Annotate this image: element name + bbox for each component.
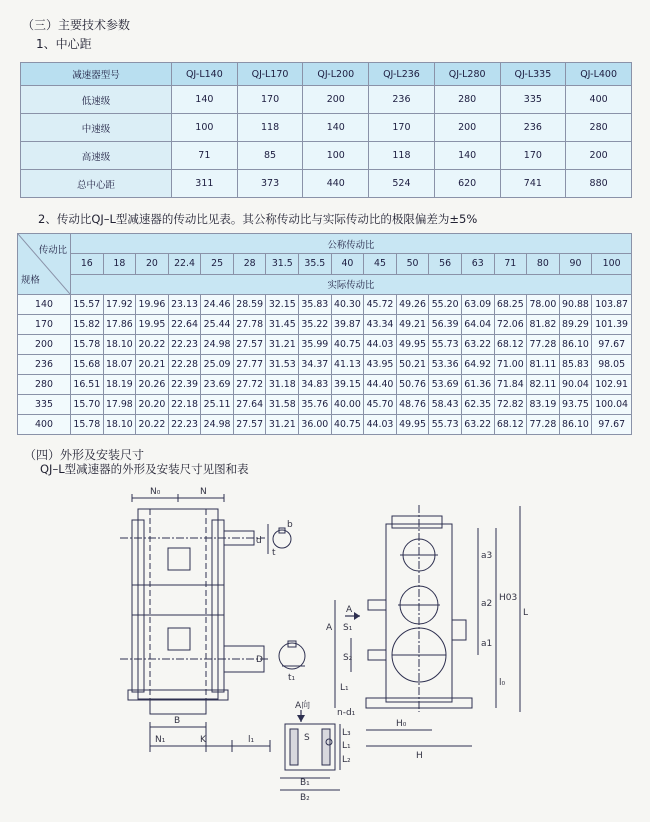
ratio-value-cell: 35.22 — [299, 315, 332, 335]
ratio-value-cell: 24.98 — [201, 415, 234, 435]
ratio-value-cell: 27.57 — [233, 415, 266, 435]
spec-cell: 140 — [18, 295, 71, 315]
model-cell: QJ-L280 — [434, 63, 500, 86]
ratio-value-cell: 58.43 — [429, 395, 462, 415]
ratio-value-cell: 35.83 — [299, 295, 332, 315]
ratio-value-cell: 22.23 — [168, 335, 201, 355]
ratio-value-cell: 20.22 — [136, 415, 169, 435]
value-cell: 280 — [434, 86, 500, 114]
ratio-header-cell: 22.4 — [168, 254, 201, 274]
ratio-value-cell: 90.04 — [559, 375, 592, 395]
ratio-value-cell: 41.13 — [331, 355, 364, 375]
ratio-value-cell: 32.15 — [266, 295, 299, 315]
ratio-value-cell: 15.68 — [71, 355, 104, 375]
label-a-arrow: A — [346, 605, 353, 615]
ratio-header-cell: 100 — [592, 254, 632, 274]
label-l1: l₁ — [248, 735, 255, 745]
value-cell: 524 — [369, 170, 435, 198]
label-B: B — [174, 716, 181, 726]
ratio-value-cell: 68.12 — [494, 415, 527, 435]
ratio-value-cell: 23.13 — [168, 295, 201, 315]
label-d: d — [256, 536, 262, 546]
label-a2: a2 — [481, 599, 493, 609]
ratio-value-cell: 23.69 — [201, 375, 234, 395]
ratio-value-cell: 82.11 — [527, 375, 560, 395]
value-cell: 118 — [237, 114, 303, 142]
ratio-value-cell: 55.73 — [429, 415, 462, 435]
ratio-value-cell: 27.72 — [233, 375, 266, 395]
label-B1: B₁ — [300, 778, 310, 788]
ratio-value-cell: 71.00 — [494, 355, 527, 375]
value-cell: 741 — [500, 170, 566, 198]
ratio-header-cell: 50 — [396, 254, 429, 274]
ratio-value-cell: 15.78 — [71, 335, 104, 355]
value-cell: 170 — [500, 142, 566, 170]
ratio-value-cell: 49.95 — [396, 415, 429, 435]
label-L1-right: L₁ — [340, 683, 349, 693]
value-cell: 200 — [566, 142, 632, 170]
ratio-value-cell: 45.70 — [364, 395, 397, 415]
ratio-value-cell: 102.91 — [592, 375, 632, 395]
ratio-header-cell: 40 — [331, 254, 364, 274]
ratio-value-cell: 22.23 — [168, 415, 201, 435]
ratio-value-cell: 43.34 — [364, 315, 397, 335]
ratio-value-cell: 72.82 — [494, 395, 527, 415]
value-cell: 373 — [237, 170, 303, 198]
ratio-value-cell: 27.57 — [233, 335, 266, 355]
ratio-value-cell: 101.39 — [592, 315, 632, 335]
corner-bottom-label: 规格 — [21, 275, 40, 286]
ratio-value-cell: 49.26 — [396, 295, 429, 315]
ratio-value-cell: 63.09 — [461, 295, 494, 315]
ratio-value-cell: 83.19 — [527, 395, 560, 415]
ratio-value-cell: 50.21 — [396, 355, 429, 375]
ratio-value-cell: 31.21 — [266, 335, 299, 355]
ratio-value-cell: 55.73 — [429, 335, 462, 355]
ratio-value-cell: 39.15 — [331, 375, 364, 395]
value-cell: 170 — [237, 86, 303, 114]
row-label: 中速级 — [21, 114, 172, 142]
value-cell: 71 — [172, 142, 238, 170]
label-h03: H03 — [499, 593, 518, 603]
label-b: b — [287, 520, 293, 530]
ratio-value-cell: 100.04 — [592, 395, 632, 415]
ratio-header-cell: 31.5 — [266, 254, 299, 274]
model-cell: QJ-L200 — [303, 63, 369, 86]
ratio-value-cell: 72.06 — [494, 315, 527, 335]
spec-cell: 236 — [18, 355, 71, 375]
row-label: 低速级 — [21, 86, 172, 114]
section3-title: （三）主要技术参数 — [22, 18, 131, 32]
value-cell: 311 — [172, 170, 238, 198]
ratio-header-cell: 18 — [103, 254, 136, 274]
ratio-value-cell: 20.22 — [136, 335, 169, 355]
ratio-value-cell: 68.12 — [494, 335, 527, 355]
spec-cell: 200 — [18, 335, 71, 355]
ratio-value-cell: 34.83 — [299, 375, 332, 395]
ratio-value-cell: 45.72 — [364, 295, 397, 315]
ratio-value-cell: 15.78 — [71, 415, 104, 435]
value-cell: 140 — [434, 142, 500, 170]
ratio-value-cell: 35.99 — [299, 335, 332, 355]
ratio-value-cell: 97.67 — [592, 335, 632, 355]
ratio-header-cell: 45 — [364, 254, 397, 274]
ratio-value-cell: 20.26 — [136, 375, 169, 395]
label-L3: L₃ — [342, 728, 351, 738]
ratio-header-cell: 20 — [136, 254, 169, 274]
ratio-value-cell: 18.10 — [103, 415, 136, 435]
ratio-value-cell: 31.53 — [266, 355, 299, 375]
ratio-value-cell: 63.22 — [461, 415, 494, 435]
ratio-value-cell: 85.83 — [559, 355, 592, 375]
ratio-value-cell: 77.28 — [527, 415, 560, 435]
ratio-value-cell: 15.57 — [71, 295, 104, 315]
row-label: 总中心距 — [21, 170, 172, 198]
value-cell: 880 — [566, 170, 632, 198]
ratio-value-cell: 61.36 — [461, 375, 494, 395]
model-cell: QJ-L236 — [369, 63, 435, 86]
ratio-value-cell: 34.37 — [299, 355, 332, 375]
value-cell: 100 — [172, 114, 238, 142]
ratio-value-cell: 15.70 — [71, 395, 104, 415]
ratio-value-cell: 25.09 — [201, 355, 234, 375]
ratio-value-cell: 31.18 — [266, 375, 299, 395]
label-S: S — [304, 733, 310, 743]
section4-subtitle: QJ–L型减速器的外形及安装尺寸见图和表 — [40, 462, 249, 476]
model-cell: QJ-L140 — [172, 63, 238, 86]
label-a1: a1 — [481, 639, 493, 649]
value-cell: 140 — [303, 114, 369, 142]
ratio-value-cell: 40.75 — [331, 335, 364, 355]
ratio-value-cell: 18.19 — [103, 375, 136, 395]
value-cell: 85 — [237, 142, 303, 170]
value-cell: 236 — [369, 86, 435, 114]
label-l0: l₀ — [499, 678, 506, 688]
ratio-value-cell: 44.03 — [364, 415, 397, 435]
ratio-header-cell: 35.5 — [299, 254, 332, 274]
ratio-value-cell: 17.86 — [103, 315, 136, 335]
value-cell: 118 — [369, 142, 435, 170]
model-cell: QJ-L400 — [566, 63, 632, 86]
ratio-value-cell: 53.36 — [429, 355, 462, 375]
ratio-value-cell: 31.58 — [266, 395, 299, 415]
sub2-title: 2、传动比QJ–L型减速器的传动比见表。其公称传动比与实际传动比的极限偏差为±5% — [38, 212, 478, 226]
ratio-value-cell: 40.30 — [331, 295, 364, 315]
ratio-value-cell: 25.44 — [201, 315, 234, 335]
ratio-value-cell: 25.11 — [201, 395, 234, 415]
ratio-value-cell: 55.20 — [429, 295, 462, 315]
label-H: H — [416, 751, 423, 761]
ratio-value-cell: 98.05 — [592, 355, 632, 375]
label-t1: t₁ — [288, 673, 296, 683]
ratio-value-cell: 64.04 — [461, 315, 494, 335]
value-cell: 140 — [172, 86, 238, 114]
spec-cell: 400 — [18, 415, 71, 435]
ratio-value-cell: 15.82 — [71, 315, 104, 335]
ratio-value-cell: 50.76 — [396, 375, 429, 395]
ratio-value-cell: 27.77 — [233, 355, 266, 375]
ratio-value-cell: 43.95 — [364, 355, 397, 375]
ratio-value-cell: 64.92 — [461, 355, 494, 375]
ratio-header-cell: 90 — [559, 254, 592, 274]
ratio-header-cell: 71 — [494, 254, 527, 274]
ratio-value-cell: 19.95 — [136, 315, 169, 335]
ratio-value-cell: 49.21 — [396, 315, 429, 335]
value-cell: 620 — [434, 170, 500, 198]
ratio-value-cell: 89.29 — [559, 315, 592, 335]
ratio-value-cell: 48.76 — [396, 395, 429, 415]
ratio-value-cell: 17.92 — [103, 295, 136, 315]
ratio-value-cell: 28.59 — [233, 295, 266, 315]
label-S1: S₁ — [343, 623, 353, 633]
ratio-value-cell: 77.28 — [527, 335, 560, 355]
corner-top-label: 传动比 — [38, 245, 67, 256]
ratio-value-cell: 20.21 — [136, 355, 169, 375]
ratio-value-cell: 63.22 — [461, 335, 494, 355]
ratio-value-cell: 97.67 — [592, 415, 632, 435]
value-cell: 100 — [303, 142, 369, 170]
label-H0: H₀ — [396, 719, 407, 729]
label-A: A — [326, 623, 333, 633]
value-cell: 440 — [303, 170, 369, 198]
ratio-value-cell: 39.87 — [331, 315, 364, 335]
ratio-value-cell: 27.64 — [233, 395, 266, 415]
ratio-header-cell: 25 — [201, 254, 234, 274]
label-D: D — [256, 655, 263, 665]
ratio-value-cell: 16.51 — [71, 375, 104, 395]
ratio-value-cell: 93.75 — [559, 395, 592, 415]
ratio-value-cell: 31.45 — [266, 315, 299, 335]
ratio-value-cell: 18.10 — [103, 335, 136, 355]
ratio-value-cell: 24.98 — [201, 335, 234, 355]
ratio-header-cell: 63 — [461, 254, 494, 274]
value-cell: 170 — [369, 114, 435, 142]
spec-cell: 280 — [18, 375, 71, 395]
ratio-value-cell: 103.87 — [592, 295, 632, 315]
label-t: t — [272, 548, 276, 558]
label-n0: N₀ — [150, 487, 161, 497]
sub1-title: 1、中心距 — [36, 37, 92, 51]
section4-title: （四）外形及安装尺寸 — [24, 448, 145, 462]
value-cell: 335 — [500, 86, 566, 114]
ratio-value-cell: 78.00 — [527, 295, 560, 315]
ratio-value-cell: 31.21 — [266, 415, 299, 435]
ratio-value-cell: 71.84 — [494, 375, 527, 395]
value-cell: 236 — [500, 114, 566, 142]
label-S2: S₂ — [343, 653, 353, 663]
label-B2: B₂ — [300, 793, 310, 803]
ratio-value-cell: 68.25 — [494, 295, 527, 315]
ratio-value-cell: 22.18 — [168, 395, 201, 415]
label-a3: a3 — [481, 551, 493, 561]
spec-cell: 170 — [18, 315, 71, 335]
value-cell: 200 — [434, 114, 500, 142]
ratio-value-cell: 49.95 — [396, 335, 429, 355]
label-nd1: n-d₁ — [337, 708, 356, 718]
ratio-value-cell: 20.20 — [136, 395, 169, 415]
ratio-value-cell: 35.76 — [299, 395, 332, 415]
label-L2: L₂ — [342, 755, 351, 765]
ratio-value-cell: 86.10 — [559, 415, 592, 435]
ratio-value-cell: 19.96 — [136, 295, 169, 315]
label-a-view: A向 — [295, 701, 311, 711]
value-cell: 400 — [566, 86, 632, 114]
ratio-header-cell: 16 — [71, 254, 104, 274]
ratio-value-cell: 24.46 — [201, 295, 234, 315]
row-label: 高速级 — [21, 142, 172, 170]
nominal-ratio-label: 公称传动比 — [71, 234, 632, 254]
ratio-value-cell: 22.28 — [168, 355, 201, 375]
ratio-value-cell: 81.82 — [527, 315, 560, 335]
ratio-value-cell: 86.10 — [559, 335, 592, 355]
model-cell: QJ-L170 — [237, 63, 303, 86]
ratio-value-cell: 56.39 — [429, 315, 462, 335]
ratio-value-cell: 18.07 — [103, 355, 136, 375]
value-cell: 200 — [303, 86, 369, 114]
ratio-value-cell: 17.98 — [103, 395, 136, 415]
label-N1: N₁ — [155, 735, 166, 745]
ratio-value-cell: 44.40 — [364, 375, 397, 395]
ratio-value-cell: 53.69 — [429, 375, 462, 395]
label-n: N — [200, 487, 207, 497]
label-K: K — [200, 735, 206, 745]
model-cell: QJ-L335 — [500, 63, 566, 86]
value-cell: 280 — [566, 114, 632, 142]
ratio-value-cell: 22.39 — [168, 375, 201, 395]
actual-ratio-label: 实际传动比 — [71, 274, 632, 294]
ratio-header-cell: 56 — [429, 254, 462, 274]
ratio-header-cell: 80 — [527, 254, 560, 274]
ratio-value-cell: 40.75 — [331, 415, 364, 435]
ratio-value-cell: 90.88 — [559, 295, 592, 315]
ratio-value-cell: 62.35 — [461, 395, 494, 415]
label-L1: L₁ — [342, 741, 351, 751]
label-L: L — [523, 608, 529, 618]
ratio-value-cell: 44.03 — [364, 335, 397, 355]
spec-cell: 335 — [18, 395, 71, 415]
ratio-value-cell: 27.78 — [233, 315, 266, 335]
ratio-value-cell: 36.00 — [299, 415, 332, 435]
ratio-value-cell: 22.64 — [168, 315, 201, 335]
ratio-value-cell: 81.11 — [527, 355, 560, 375]
ratio-header-cell: 28 — [233, 254, 266, 274]
table1-header-label: 减速器型号 — [21, 63, 172, 86]
ratio-value-cell: 40.00 — [331, 395, 364, 415]
